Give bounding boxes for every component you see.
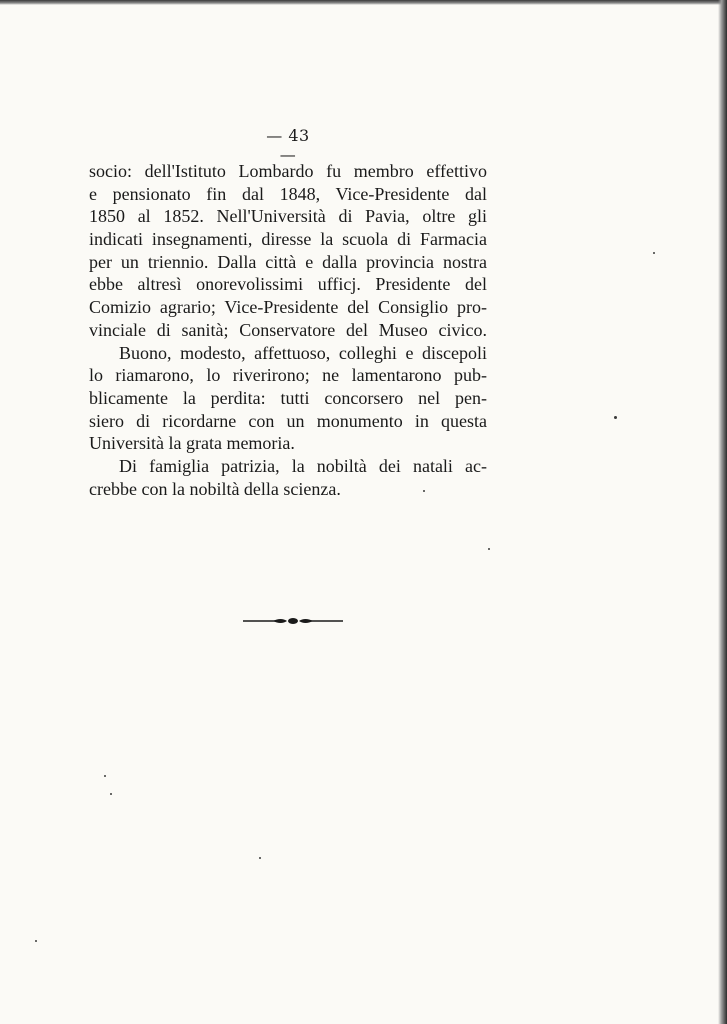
text-line: socio: dell'Istituto Lombardo fu membro effettivo (89, 161, 487, 181)
text-line: crebbe con la nobiltà della scienza. (89, 478, 341, 499)
text-line: Università la grata memoria. (89, 433, 295, 454)
page-number: — 43 — (266, 126, 310, 164)
page-speck (488, 548, 490, 550)
page-speck (110, 793, 112, 795)
text-line: Di famiglia patrizia, la nobiltà dei natali ac- (119, 455, 487, 476)
page-speck (423, 490, 425, 492)
page-speck (104, 775, 106, 777)
text-line: ebbe altresì onorevolissimi ufficj. Presidente del (89, 274, 487, 295)
page-speck (614, 416, 617, 419)
text-line: Buono, modesto, affettuoso, colleghi e discepoli (119, 342, 487, 363)
text-line: 1850 al 1852. Nell'Università di Pavia, oltre gli (89, 206, 487, 227)
text-line: Comizio agrario; Vice-Presidente del Consiglio pro- (89, 297, 487, 318)
page-speck (35, 940, 37, 942)
page-right-edge (718, 0, 727, 1024)
text-line: vinciale di sanità; Conservatore del Museo civico. (89, 319, 487, 340)
page-speck (653, 252, 655, 254)
text-line: indicati insegnamenti, diresse la scuola di Farmacia (89, 229, 487, 250)
ornamental-rule-icon (243, 615, 343, 627)
text-line: e pensionato fin dal 1848, Vice-Presidente dal (89, 183, 487, 204)
text-line: blicamente la perdita: tutti concorsero nel pen- (89, 387, 487, 408)
body-text (89, 160, 487, 500)
page-speck (259, 857, 261, 859)
page-top-edge (0, 0, 727, 5)
text-line: lo riamarono, lo riverirono; ne lamentarono pub- (89, 365, 487, 386)
text-line: per un triennio. Dalla città e dalla provincia nostra (89, 251, 487, 272)
text-line: siero di ricordarne con un monumento in questa (89, 410, 487, 431)
